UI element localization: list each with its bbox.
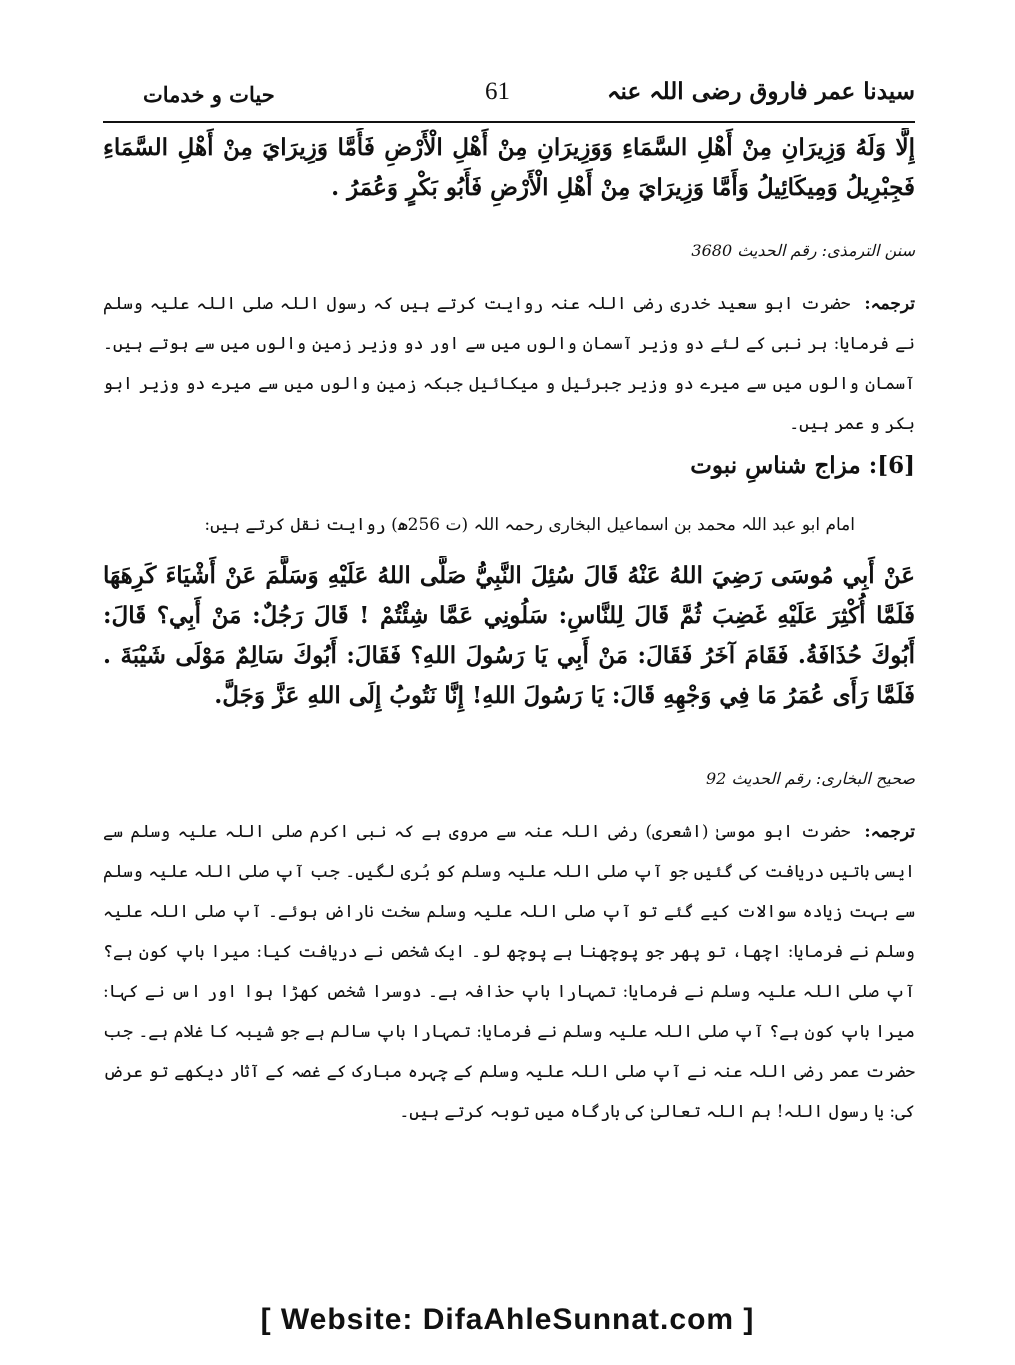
header-divider (103, 121, 915, 123)
hadith2-arabic-text: عَنْ أَبِي مُوسَى رَضِيَ اللهُ عَنْهُ قَالَ سُئِلَ النَّبِيُّ صَلَّى اللهُ عَلَيْهِ وَسَلَّمَ عَنْ أَشْيَاءَ كَرِهَهَا فَلَمَّا أُكْثِرَ عَلَيْهِ غَضِبَ ثُمَّ قَالَ لِلنَّاسِ: سَلُونِي عَمَّا شِئْتُمْ ! قَالَ رَجُلٌ: مَنْ أَبِي؟ قَالَ: أَبُوكَ حُذَافَةُ. فَقَامَ آخَرُ فَقَالَ: مَنْ أَبِي يَا رَسُولَ اللهِ؟ فَقَالَ: أَبُوكَ سَالِمٌ مَوْلَى شَيْبَةَ . فَلَمَّا رَأَى عُمَرُ مَا فِي وَجْهِهِ قَالَ: يَا رَسُولَ اللهِ! إِنَّا نَتُوبُ إِلَى اللهِ عَزَّ وَجَلَّ. (103, 562, 915, 709)
translation-text: حضرت ابو سعید خدری رضی اللہ عنہ روایت کرتے ہیں کہ رسول اللہ صلی اللہ علیہ وسلم نے فرمایا: ہر نبی کے لئے دو وزیر آسمان والوں میں سے اور دو وزیر زمین والوں میں سے ہوتے ہیں۔ آسمان والوں میں سے میرے دو وزیر جبرئیل و میکائیل جبکہ زمین والوں میں سے میرے دو وزیر ابو بکر و عمر ہیں۔ (103, 294, 915, 434)
hadith2-reference: صحیح البخاری: رقم الحدیث 92 (706, 769, 915, 788)
website-footer: [ Website: DifaAhleSunnat.com ] (260, 1303, 755, 1336)
page-header (103, 70, 915, 120)
translation-label: ترجمہ: (864, 822, 915, 842)
section-heading: [6]: مزاج شناسِ نبوت (690, 452, 915, 479)
hadith2-translation (103, 812, 915, 1172)
page-number: 61 (485, 78, 510, 105)
header-title: سیدنا عمر فاروق رضی اللہ عنہ (607, 78, 915, 105)
hadith1-arabic-text: إِلَّا وَلَهُ وَزِيرَانِ مِنْ أَهْلِ السَّمَاءِ وَوَزِيرَانِ مِنْ أَهْلِ الْأَرْضِ فَأَمَّا وَزِيرَايَ مِنْ أَهْلِ السَّمَاءِ فَجِبْرِيلُ وَمِيكَائِيلُ وَأَمَّا وَزِيرَايَ مِنْ أَهْلِ الْأَرْضِ فَأَبُو بَكْرٍ وَعُمَرُ . (103, 134, 915, 201)
narration-intro: امام ابو عبد اللہ محمد بن اسماعیل البخاری رحمہ اللہ (ت 256ھ) روایت نقل کرتے ہیں: (204, 515, 855, 535)
translation-label: ترجمہ: (864, 294, 915, 314)
hadith1-reference: سنن الترمذی: رقم الحدیث 3680 (691, 241, 915, 260)
translation-text: حضرت ابو موسیٰ (اشعری) رضی اللہ عنہ سے مروی ہے کہ نبی اکرم صلی اللہ علیہ وسلم سے ایسی باتیں دریافت کی گئیں جو آپ صلی اللہ علیہ وسلم کو بُری لگیں۔ جب آپ صلی اللہ علیہ وسلم سے بہت زیادہ سوالات کیے گئے تو آپ صلی اللہ علیہ وسلم سخت ناراض ہوئے۔ آپ صلی اللہ علیہ وسلم نے فرمایا: اچھا، تو پھر جو پوچھنا ہے پوچھ لو۔ ایک شخص نے دریافت کیا: میرا باپ کون ہے؟ آپ صلی اللہ علیہ وسلم نے فرمایا: تمہارا باپ حذافہ ہے۔ دوسرا شخص کھڑا ہوا اور اس نے کہا: میرا باپ کون ہے؟ آپ صلی اللہ علیہ وسلم نے فرمایا: تمہارا باپ سالم ہے جو شیبہ کا غلام ہے۔ جب حضرت عمر رضی اللہ عنہ نے آپ صلی اللہ علیہ وسلم کے چہرہ مبارک کے غصہ کے آثار دیکھے تو عرض کی: یا رسول اللہ! ہم اللہ تعالیٰ کی بارگاہ میں توبہ کرتے ہیں۔ (103, 822, 915, 1122)
hadith1-translation (103, 284, 915, 444)
header-book-name: حیات و خدمات (143, 82, 275, 107)
